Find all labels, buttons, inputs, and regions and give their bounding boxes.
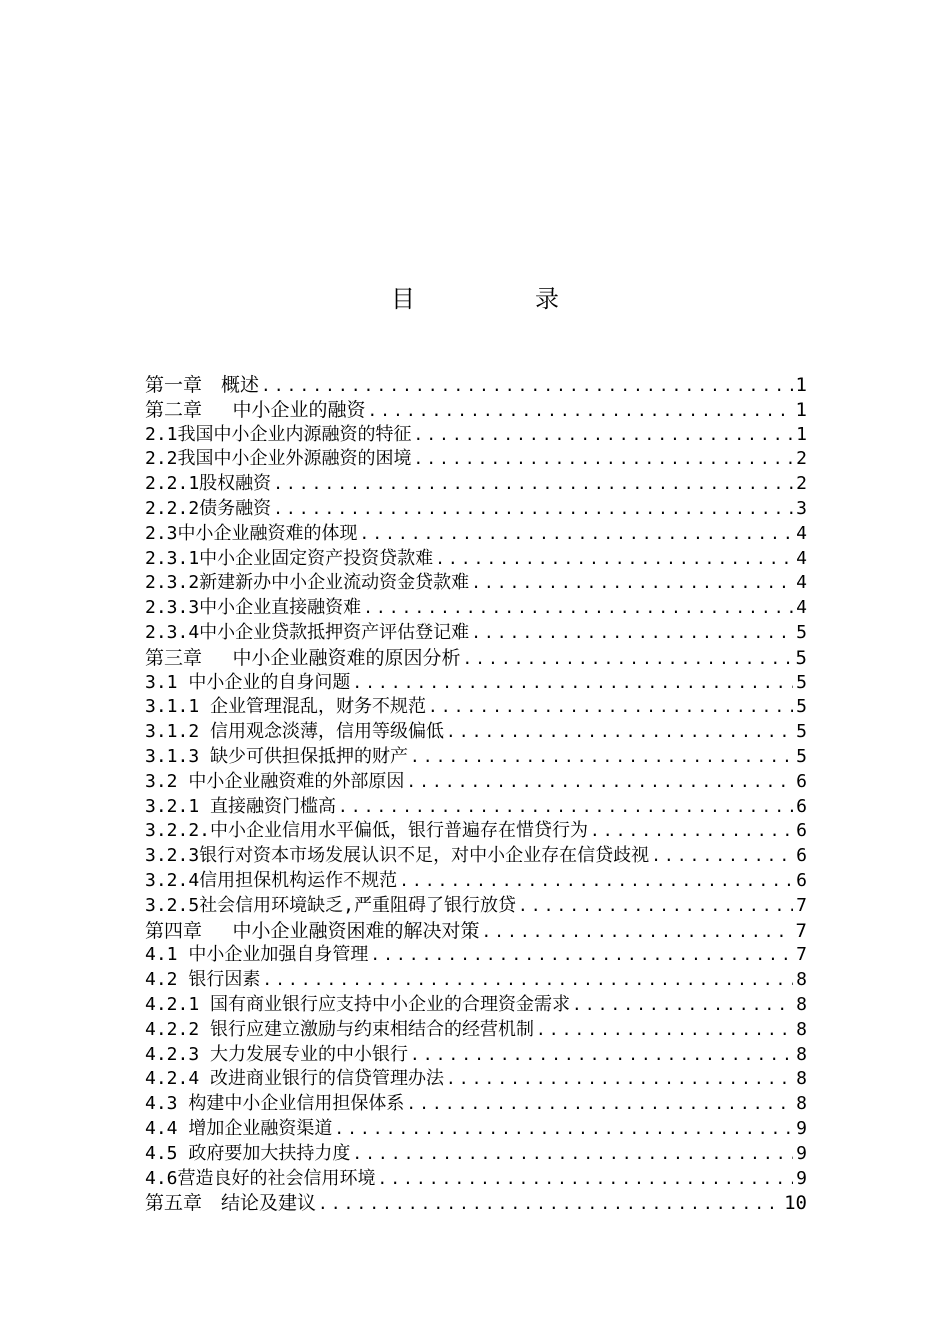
toc-section-entry[interactable] <box>145 968 807 993</box>
toc-page-number: 1 <box>795 374 807 396</box>
toc-section-entry[interactable] <box>145 621 807 646</box>
toc-entry-label: 3.2.2.中小企业信用水平偏低，银行普遍存在惜贷行为 <box>145 820 589 842</box>
toc-leader-dots <box>352 671 793 696</box>
toc-page-number: 5 <box>796 671 807 693</box>
toc-page-number: 8 <box>796 969 807 991</box>
toc-leader-dots <box>406 1092 793 1117</box>
toc-chapter-entry[interactable] <box>145 373 807 398</box>
toc-chapter-entry[interactable] <box>145 398 807 423</box>
toc-entry-label: 2.1我国中小企业内源融资的特征 <box>145 423 412 445</box>
toc-leader-dots <box>363 596 793 621</box>
toc-section-entry[interactable] <box>145 993 807 1018</box>
toc-page-number: 7 <box>796 894 807 916</box>
toc-entry-label: 第五章 结论及建议 <box>145 1192 317 1215</box>
toc-leader-dots <box>435 547 793 572</box>
toc-leader-dots <box>518 894 793 919</box>
toc-leader-dots <box>370 943 793 968</box>
toc-leader-dots <box>410 1043 793 1068</box>
toc-page-number: 7 <box>795 919 807 942</box>
toc-entry-label: 3.1.3 缺少可供担保抵押的财产 <box>145 745 409 767</box>
toc-entry-label: 2.2我国中小企业外源融资的困境 <box>145 448 412 470</box>
toc-entry-label: 3.2.1 直接融资门槛高 <box>145 795 337 817</box>
toc-page-number: 8 <box>796 1018 807 1040</box>
toc-page-number: 5 <box>796 621 807 643</box>
toc-section-entry[interactable] <box>145 671 807 696</box>
toc-entry-label: 4.2.2 银行应建立激励与约束相结合的经营机制 <box>145 1018 535 1040</box>
toc-page-number: 4 <box>796 597 807 619</box>
toc-section-entry[interactable] <box>145 720 807 745</box>
toc-section-entry[interactable] <box>145 1067 807 1092</box>
toc-page-number: 5 <box>796 721 807 743</box>
toc-entry-label: 4.5 政府要加大扶持力度 <box>145 1142 351 1164</box>
toc-chapter-entry[interactable] <box>145 1191 807 1216</box>
toc-leader-dots <box>446 1067 793 1092</box>
toc-entry-label: 2.2.2债务融资 <box>145 497 272 519</box>
toc-leader-dots <box>481 920 793 944</box>
toc-title: 目 录 <box>391 285 607 313</box>
toc-leader-dots <box>471 571 793 596</box>
toc-leader-dots <box>406 770 793 795</box>
toc-page-number: 8 <box>796 993 807 1015</box>
toc-entry-label: 3.2 中小企业融资难的外部原因 <box>145 770 405 792</box>
toc-entry-label: 3.1.2 信用观念淡薄，信用等级偏低 <box>145 721 445 743</box>
toc-section-entry[interactable] <box>145 522 807 547</box>
toc-leader-dots <box>262 968 793 993</box>
toc-page-number: 5 <box>795 646 807 669</box>
toc-page-number: 5 <box>796 745 807 767</box>
toc-section-entry[interactable] <box>145 695 807 720</box>
toc-leader-dots <box>651 844 793 869</box>
toc-leader-dots <box>536 1018 793 1043</box>
toc-section-entry[interactable] <box>145 795 807 820</box>
toc-leader-dots <box>414 447 793 472</box>
toc-entry-label: 4.2.3 大力发展专业的中小银行 <box>145 1043 409 1065</box>
toc-page-number: 9 <box>796 1117 807 1139</box>
toc-chapter-entry[interactable] <box>145 646 807 671</box>
toc-page-number: 6 <box>796 770 807 792</box>
toc-page-number: 4 <box>796 522 807 544</box>
toc-page-number: 4 <box>796 547 807 569</box>
toc-entry-label: 2.3.3中小企业直接融资难 <box>145 597 362 619</box>
toc-entry-label: 3.2.3银行对资本市场发展认识不足，对中小企业存在信贷歧视 <box>145 845 650 867</box>
toc-section-entry[interactable] <box>145 1018 807 1043</box>
toc-entry-label: 第四章 中小企业融资困难的解决对策 <box>145 919 480 942</box>
toc-entry-label: 2.3.2新建新办中小企业流动资金贷款难 <box>145 572 470 594</box>
toc-section-entry[interactable] <box>145 819 807 844</box>
toc-entry-label: 2.3.1中小企业固定资产投资贷款难 <box>145 547 434 569</box>
toc-entry-label: 第三章 中小企业融资难的原因分析 <box>145 646 461 669</box>
toc-leader-dots <box>428 695 793 720</box>
toc-section-entry[interactable] <box>145 1092 807 1117</box>
toc-entry-label: 4.6营造良好的社会信用环境 <box>145 1167 376 1189</box>
toc-section-entry[interactable] <box>145 1117 807 1142</box>
toc-section-entry[interactable] <box>145 1043 807 1068</box>
toc-section-entry[interactable] <box>145 894 807 919</box>
toc-page-number: 9 <box>796 1167 807 1189</box>
toc-page-number: 6 <box>796 869 807 891</box>
toc-leader-dots <box>273 472 793 497</box>
toc-page-number: 6 <box>796 820 807 842</box>
toc-section-entry[interactable] <box>145 1167 807 1192</box>
toc-section-entry[interactable] <box>145 1142 807 1167</box>
toc-leader-dots <box>378 1167 793 1192</box>
toc-leader-dots <box>446 720 793 745</box>
toc-entry-label: 3.1 中小企业的自身问题 <box>145 671 351 693</box>
toc-page-number: 3 <box>796 497 807 519</box>
toc-leader-dots <box>572 993 793 1018</box>
toc-entry-label: 4.2.4 改进商业银行的信贷管理办法 <box>145 1068 445 1090</box>
toc-leader-dots <box>338 795 793 820</box>
toc-leader-dots <box>414 423 793 448</box>
toc-leader-dots <box>261 374 793 398</box>
toc-page-number: 6 <box>796 845 807 867</box>
toc-section-entry[interactable] <box>145 844 807 869</box>
toc-page-number: 2 <box>796 473 807 495</box>
toc-entry-label: 4.2 银行因素 <box>145 969 261 991</box>
toc-section-entry[interactable] <box>145 447 807 472</box>
toc-entry-label: 4.2.1 国有商业银行应支持中小企业的合理资金需求 <box>145 993 571 1015</box>
toc-entry-label: 3.1.1 企业管理混乱，财务不规范 <box>145 696 427 718</box>
toc-section-entry[interactable] <box>145 770 807 795</box>
toc-chapter-entry[interactable] <box>145 919 807 944</box>
toc-leader-dots <box>590 819 793 844</box>
toc-section-entry[interactable] <box>145 943 807 968</box>
toc-page-number: 8 <box>796 1068 807 1090</box>
toc-leader-dots <box>318 1192 782 1216</box>
toc-section-entry[interactable] <box>145 745 807 770</box>
toc-section-entry[interactable] <box>145 869 807 894</box>
toc-section-entry[interactable] <box>145 497 807 522</box>
toc-leader-dots <box>367 399 793 423</box>
toc-page-number: 1 <box>795 398 807 421</box>
toc-page-number: 7 <box>796 944 807 966</box>
toc-entry-label: 4.4 增加企业融资渠道 <box>145 1117 333 1139</box>
toc-section-entry[interactable] <box>145 547 807 572</box>
toc-entry-label: 2.2.1股权融资 <box>145 473 272 495</box>
table-of-contents <box>145 373 807 1216</box>
toc-entry-label: 4.3 构建中小企业信用担保体系 <box>145 1093 405 1115</box>
toc-page-number: 4 <box>796 572 807 594</box>
toc-leader-dots <box>410 745 793 770</box>
toc-entry-label: 3.2.4信用担保机构运作不规范 <box>145 869 398 891</box>
toc-leader-dots <box>399 869 793 894</box>
toc-leader-dots <box>360 522 793 547</box>
toc-leader-dots <box>334 1117 793 1142</box>
toc-section-entry[interactable] <box>145 571 807 596</box>
toc-section-entry[interactable] <box>145 596 807 621</box>
toc-entry-label: 2.3.4中小企业贷款抵押资产评估登记难 <box>145 621 470 643</box>
toc-page-number: 1 <box>796 423 807 445</box>
toc-page-number: 10 <box>784 1192 807 1215</box>
toc-section-entry[interactable] <box>145 423 807 448</box>
toc-page-number: 6 <box>796 795 807 817</box>
toc-page-number: 8 <box>796 1093 807 1115</box>
toc-leader-dots <box>352 1142 793 1167</box>
toc-page-number: 9 <box>796 1142 807 1164</box>
toc-entry-label: 2.3中小企业融资难的体现 <box>145 522 358 544</box>
toc-entry-label: 4.1 中小企业加强自身管理 <box>145 944 369 966</box>
toc-entry-label: 第二章 中小企业的融资 <box>145 398 366 421</box>
toc-leader-dots <box>471 621 793 646</box>
toc-entry-label: 3.2.5社会信用环境缺乏,严重阻碍了银行放贷 <box>145 894 517 916</box>
toc-leader-dots <box>273 497 793 522</box>
toc-page-number: 2 <box>796 448 807 470</box>
toc-page-number: 5 <box>796 696 807 718</box>
toc-leader-dots <box>462 647 793 671</box>
toc-section-entry[interactable] <box>145 472 807 497</box>
toc-entry-label: 第一章 概述 <box>145 374 260 396</box>
toc-page-number: 8 <box>796 1043 807 1065</box>
